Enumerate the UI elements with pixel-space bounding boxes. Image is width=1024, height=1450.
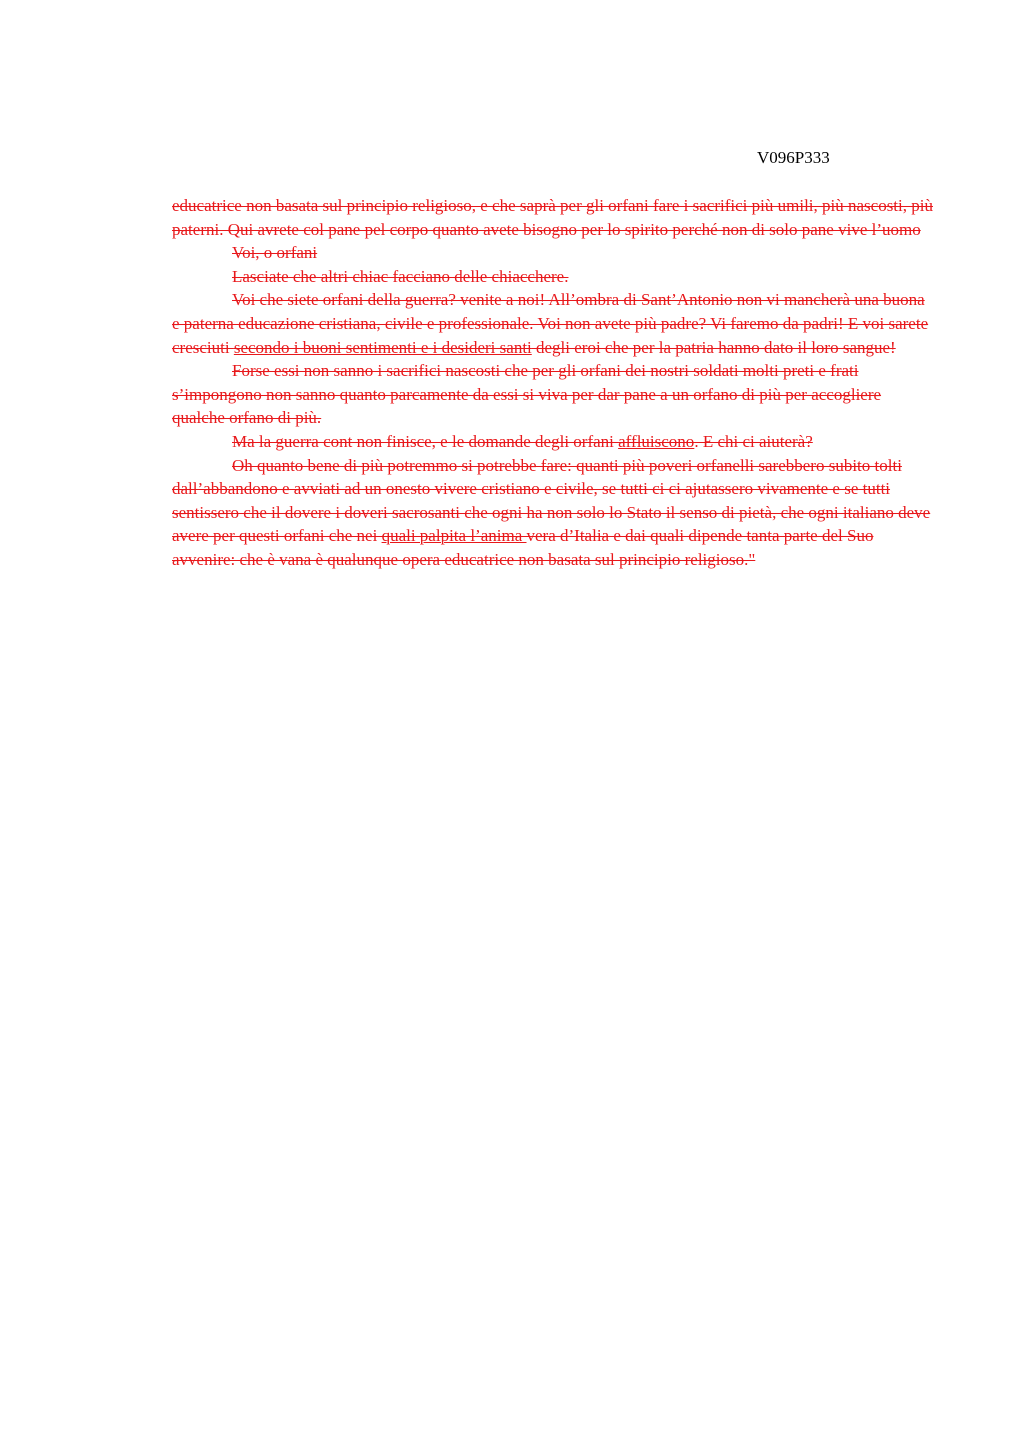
paragraph — [172, 265, 934, 289]
paragraph — [172, 359, 934, 430]
paragraph — [172, 430, 934, 454]
text-segment: Voi, o orfani — [232, 243, 318, 263]
text-segment: vera d’Italia e dai quali dipende tanta parte del Suo avvenire: che è vana è qualunque opera educatrice non basata sul principio religioso." — [172, 526, 874, 569]
underlined-text: affluiscono — [618, 431, 695, 451]
text-segment: Ma la guerra cont non finisce, e le domande degli orfani — [232, 431, 619, 451]
text-segment: degli eroi che per la patria hanno dato il loro sangue! — [531, 337, 896, 357]
underlined-text: secondo i buoni sentimenti e i desideri santi — [233, 337, 532, 357]
paragraph — [172, 454, 934, 572]
paragraph — [172, 241, 934, 265]
paragraph — [172, 194, 934, 241]
document-body — [172, 194, 934, 572]
text-segment: Lasciate che altri chiac facciano delle chiacchere. — [232, 266, 569, 286]
text-segment: educatrice non basata sul principio religioso, e che saprà per gli orfani fare i sacrifici più umili, più nascosti, più paterni. Qui avrete col pane pel corpo quanto avete bisogno per lo spirito perché non di solo pane vive l’uomo — [172, 196, 933, 239]
page-id: V096P333 — [757, 148, 830, 167]
text-segment: Oh quanto bene di più potremmo si potrebbe fare: quanti più poveri orfanelli sarebbero subito tolti dall’abbandono e avviati ad un onesto vivere cristiano e civile, se tutti ci ci ajutassero vivamente e se tutti sentissero che il dovere i doveri sacrosanti che ogni ha non solo lo Stato il senso di pietà, che ogni italiano deve avere per questi orfani che nei — [172, 455, 931, 546]
text-segment: . E chi ci aiuterà? — [694, 431, 813, 451]
underlined-text: quali palpita l’anima — [381, 526, 527, 546]
text-segment: Forse essi non sanno i sacrifici nascosti che per gli orfani dei nostri soldati molti preti e frati s’impongono non sanno quanto parcamente da essi si viva per dar pane a un orfano di più per accogliere qualche orfano di più. — [172, 361, 882, 428]
text-segment: Voi che siete orfani della guerra? venite a noi! All’ombra di Sant’Antonio non vi mancherà una buona e paterna educazione cristiana, civile e professionale. Voi non avete più padre? Vi faremo da padri! E voi sarete cresciuti — [172, 290, 929, 357]
paragraph — [172, 288, 934, 359]
